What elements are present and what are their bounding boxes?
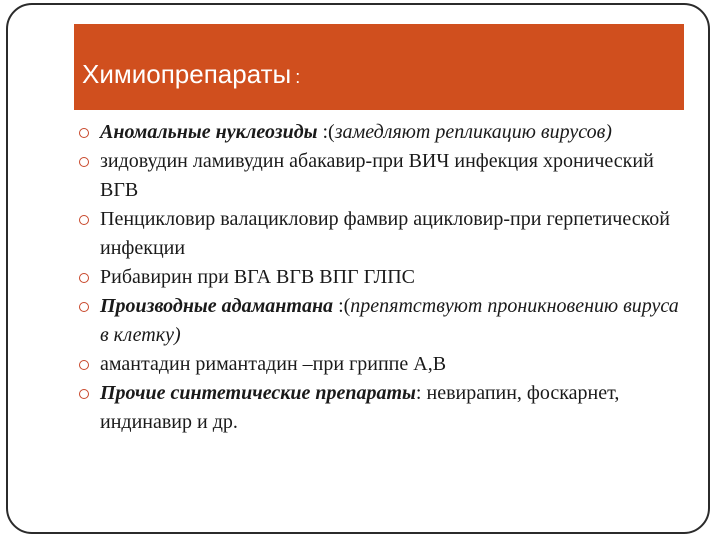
bullet-icon xyxy=(79,389,89,399)
bullet-icon xyxy=(79,273,89,283)
bullet-icon xyxy=(79,128,89,138)
item-heading: Производные адамантана xyxy=(100,295,334,317)
list-item xyxy=(78,350,688,379)
title-colon: : xyxy=(295,67,301,87)
item-rest: невирапин, фоскарнет, индинавир и др. xyxy=(100,382,620,433)
item-heading: Аномальные нуклеозиды xyxy=(100,121,318,143)
list-item xyxy=(78,118,688,147)
slide-title xyxy=(82,54,300,97)
list-item xyxy=(78,147,688,205)
title-text: Химиопрепараты xyxy=(82,59,292,89)
item-separator: :( xyxy=(317,121,335,143)
list-item xyxy=(78,379,688,437)
list-item xyxy=(78,205,688,263)
item-separator: : xyxy=(415,382,427,404)
item-heading: Прочие синтетические препараты xyxy=(100,382,416,404)
item-text: зидовудин ламивудин абакавир-при ВИЧ инфекция хронический ВГВ xyxy=(100,150,654,201)
item-note: препятствуют проникновению вируса в клетку) xyxy=(100,295,679,346)
item-text: Пенцикловир валацикловир фамвир ацикловир-при герпетической инфекции xyxy=(100,208,670,259)
bullet-icon xyxy=(79,360,89,370)
bullet-icon xyxy=(79,302,89,312)
bullet-list xyxy=(78,118,688,437)
list-item xyxy=(78,263,688,292)
item-text: амантадин римантадин –при гриппе А,В xyxy=(100,353,447,375)
item-note: замедляют репликацию вирусов) xyxy=(334,121,612,143)
item-separator: :( xyxy=(333,295,351,317)
list-item xyxy=(78,292,688,350)
bullet-icon xyxy=(79,215,89,225)
bullet-icon xyxy=(79,157,89,167)
item-text: Рибавирин при ВГА ВГВ ВПГ ГЛПС xyxy=(100,266,415,288)
